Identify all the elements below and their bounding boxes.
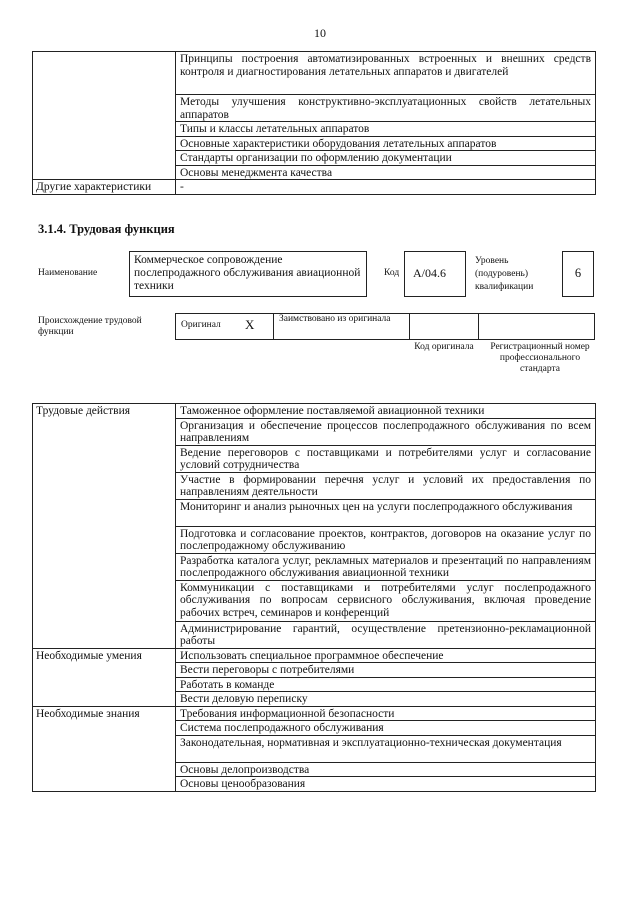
labor-action-item: Коммуникации с поставщиками и потребителями услуг послепродажного обслуживания по вопросам сервисного обслуживания, включая проведение рабочих встреч, семинаров и конференций [176, 580, 596, 621]
top-table-item: Принципы построения автоматизированных встроенных и внешних средств контроля и диагностирования летательных аппаратов и двигателей [176, 52, 596, 95]
original-mark: X [245, 317, 255, 332]
skill-item: Работать в команде [176, 677, 596, 692]
top-knowledge-table [32, 51, 596, 195]
top-table-item: Типы и классы летательных аппаратов [176, 122, 596, 137]
labor-action-item: Мониторинг и анализ рыночных цен на услуги послепродажного обслуживания [176, 499, 596, 526]
origin-divider [273, 313, 274, 340]
skill-item: Использовать специальное программное обеспечение [176, 648, 596, 663]
level-value: 6 [574, 266, 582, 280]
level-label: Уровень (подуровень) квалификации [475, 256, 534, 292]
function-name: Коммерческое сопровождение послепродажного обслуживания авиационной техники [134, 254, 361, 292]
code-label: Код [384, 268, 400, 278]
labor-action-item: Организация и обеспечение процессов послепродажного обслуживания по всем направлениям [176, 418, 596, 445]
top-table-item: Основы менеджмента качества [176, 165, 596, 180]
top-table-label-cell [33, 52, 176, 180]
origin-divider [478, 313, 479, 340]
code-original-caption: Код оригинала [414, 342, 474, 352]
labor-action-item: Ведение переговоров с поставщиками и потребителями услуг и согласование условий сотрудничества [176, 445, 596, 472]
knowledge-item: Система послепродажного обслуживания [176, 721, 596, 736]
labor-action-item: Подготовка и согласование проектов, контрактов, договоров на оказание услуг по послепродажному обслуживанию [176, 526, 596, 553]
labor-action-item: Разработка каталога услуг, рекламных материалов и презентаций по направлениям послепродажного обслуживания авиационной техники [176, 553, 596, 580]
registration-number-caption: Регистрационный номер профессионального стандарта [490, 342, 590, 374]
labor-actions-label: Трудовые действия [33, 404, 176, 649]
labor-action-item: Администрирование гарантий, осуществление претензионно-рекламационной работы [176, 621, 596, 648]
knowledge-item: Законодательная, нормативная и эксплуатационно-техническая документация [176, 735, 596, 762]
function-name-box [129, 251, 367, 297]
other-characteristics-value: - [176, 180, 596, 195]
code-box [404, 251, 466, 297]
section-title: 3.1.4. Трудовая функция [38, 222, 175, 236]
required-knowledge-label: Необходимые знания [33, 706, 176, 791]
origin-divider [409, 313, 410, 340]
knowledge-item: Основы ценообразования [176, 777, 596, 792]
labor-action-item: Участие в формировании перечня услуг и условий их предоставления по направлениям деятельности [176, 472, 596, 499]
borrowed-label: Заимствовано из оригинала [279, 314, 391, 324]
other-characteristics-label: Другие характеристики [33, 180, 176, 195]
original-label: Оригинал [181, 320, 221, 330]
level-box [562, 251, 594, 297]
origin-label: Происхождение трудовой функции [38, 316, 142, 337]
page-number: 10 [314, 26, 326, 40]
knowledge-item: Требования информационной безопасности [176, 706, 596, 721]
required-skills-label: Необходимые умения [33, 648, 176, 706]
name-label: Наименование [38, 268, 98, 278]
skill-item: Вести переговоры с потребителями [176, 663, 596, 678]
skill-item: Вести деловую переписку [176, 692, 596, 707]
labor-function-table [32, 403, 596, 792]
top-table-item: Стандарты организации по оформлению документации [176, 151, 596, 166]
labor-action-item: Таможенное оформление поставляемой авиационной техники [176, 404, 596, 419]
code-value: A/04.6 [413, 266, 446, 280]
top-table-item: Методы улучшения конструктивно-эксплуатационных свойств летательных аппаратов [176, 95, 596, 122]
knowledge-item: Основы делопроизводства [176, 762, 596, 777]
top-table-item: Основные характеристики оборудования летательных аппаратов [176, 136, 596, 151]
